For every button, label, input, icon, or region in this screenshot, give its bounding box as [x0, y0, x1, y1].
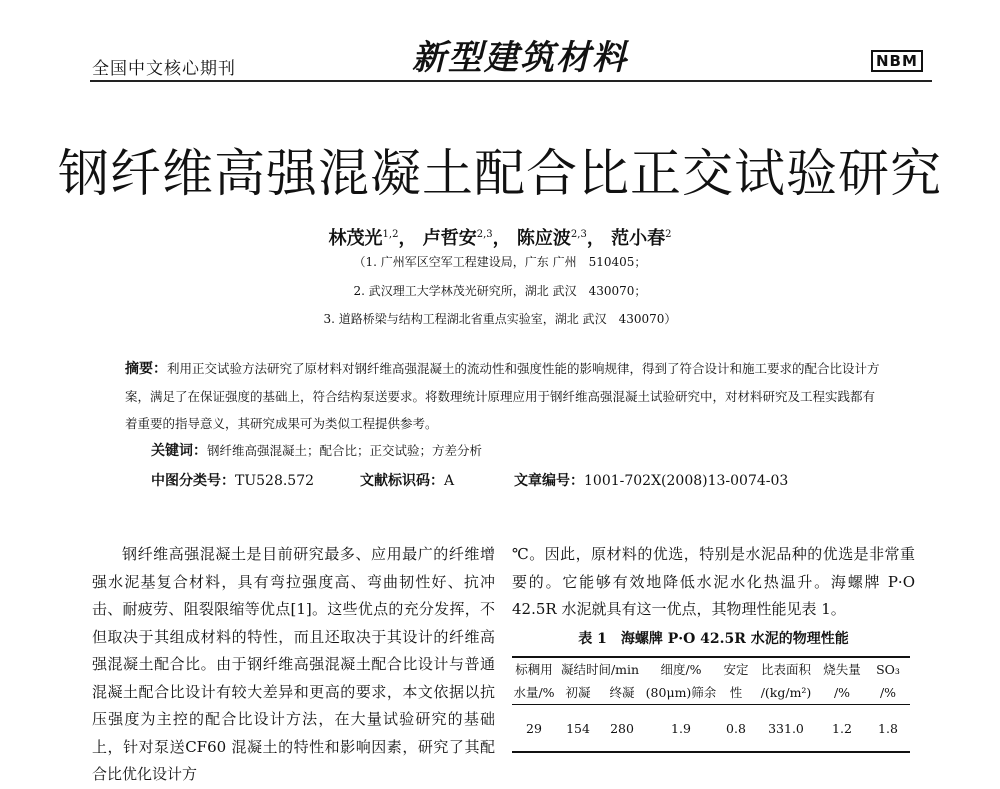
table-header: /(kg/m²) [754, 680, 818, 705]
doc-code-label: 文献标识码： [360, 473, 444, 489]
body-left-column [92, 541, 495, 789]
body-paragraph: 钢纤维高强混凝土是目前研究最多、应用最广的纤维增强水泥基复合材料，具有弯拉强度高、弯曲韧性好、抗冲击、耐疲劳、阻裂限缩等优点[1]。这些优点的充分发挥，不但取决于其组成材料的特性，而且还取决于其设计的纤维高强混凝土配合比。由于钢纤维高强混凝土配合比设计与普通混凝土配合比设计有较大差异和更高的要求，本文依据以抗压强度为主控的配合比设计方法，在大量试验研究的基础上，针对泵送CF60 混凝土的特性和影响因素，研究了其配合比优化设计方 [92, 545, 495, 783]
keywords [151, 440, 482, 460]
affiliation-2: 2. 武汉理工大学林茂光研究所，湖北 武汉 430070； [353, 284, 647, 298]
clc-value: TU528.572 [235, 473, 315, 489]
table-cell: 1.9 [644, 705, 718, 753]
article-number-label: 文章编号： [514, 473, 584, 489]
clc-label: 中图分类号： [151, 473, 235, 489]
body-right-column [512, 541, 915, 624]
author-affil-sup: 2,3 [570, 229, 587, 240]
table-row [512, 705, 910, 753]
table-header: 细度/% [644, 657, 718, 680]
table-cell: 280 [600, 705, 644, 753]
journal-tag: 全国中文核心期刊 [92, 59, 236, 79]
author-name: 范小春 [611, 228, 666, 249]
author-list [0, 224, 1000, 250]
table-cell: 0.8 [718, 705, 754, 753]
table-header: /% [818, 680, 866, 705]
clc-number [151, 470, 314, 490]
cement-properties-table [512, 656, 910, 753]
journal-logo: 新型建筑材料 [412, 38, 628, 78]
body-paragraph: ℃。因此，原材料的优选，特别是水泥品种的优选是非常重要的。它能够有效地降低水泥水化热温升。海螺牌 P·O 42.5R 水泥就具有这一优点，其物理性能见表 1。 [512, 545, 915, 618]
author-name: 陈应波 [516, 228, 571, 249]
abstract [125, 355, 885, 437]
table-title: 表 1 海螺牌 P·O 42.5R 水泥的物理性能 [578, 631, 849, 647]
table-cell: 1.2 [818, 705, 866, 753]
header-rule [90, 80, 932, 82]
doc-code [360, 470, 454, 490]
table-header: /% [866, 680, 910, 705]
author-name: 卢哲安 [422, 228, 477, 249]
author-name: 林茂光 [328, 228, 383, 249]
author-sep: ， [492, 228, 511, 249]
table-header: 比表面积 [754, 657, 818, 680]
author-affil-sup: 2 [665, 229, 672, 240]
table-header: 终凝 [600, 680, 644, 705]
article-number [514, 470, 788, 490]
journal-badge: NBM [871, 50, 923, 72]
article-number-value: 1001-702X(2008)13-0074-03 [584, 473, 789, 489]
keywords-label: 关键词： [151, 443, 207, 459]
table-header: 初凝 [556, 680, 600, 705]
table-cell: 29 [512, 705, 556, 753]
author-sep: ， [586, 228, 605, 249]
table-header: 标稠用 [512, 657, 556, 680]
table-cell: 331.0 [754, 705, 818, 753]
keywords-text: 钢纤维高强混凝土；配合比；正交试验；方差分析 [207, 443, 483, 458]
table-header: 凝结时间/min [556, 657, 644, 680]
author-sep: ， [398, 228, 417, 249]
table-header: 水量/% [512, 680, 556, 705]
affiliation-1: （1. 广州军区空军工程建设局，广东 广州 510405； [353, 255, 647, 269]
doc-code-value: A [444, 473, 455, 489]
affiliation-3: 3. 道路桥梁与结构工程湖北省重点实验室，湖北 武汉 430070） [323, 312, 677, 326]
table-header: 烧失量 [818, 657, 866, 680]
abstract-text: 利用正交试验方法研究了原材料对钢纤维高强混凝土的流动性和强度性能的影响规律，得到了符合设计和施工要求的配合比设计方案，满足了在保证强度的基础上，符合结构泵送要求。将数理统计原理应用于钢纤维高强混凝土试验研究中，对材料研究及工程实践都有着重要的指导意义，其研究成果可为类似工程提供参考。 [125, 361, 880, 431]
table-header: (80μm)筛余 [644, 680, 718, 705]
table-cell: 1.8 [866, 705, 910, 753]
author-affil-sup: 2,3 [476, 229, 493, 240]
paper-title: 钢纤维高强混凝土配合比正交试验研究 [57, 145, 942, 204]
table-header: 安定 [718, 657, 754, 680]
table-header: 性 [718, 680, 754, 705]
table-header: SO₃ [866, 657, 910, 680]
abstract-label: 摘要： [125, 361, 167, 377]
table-cell: 154 [556, 705, 600, 753]
author-affil-sup: 1,2 [382, 229, 399, 240]
